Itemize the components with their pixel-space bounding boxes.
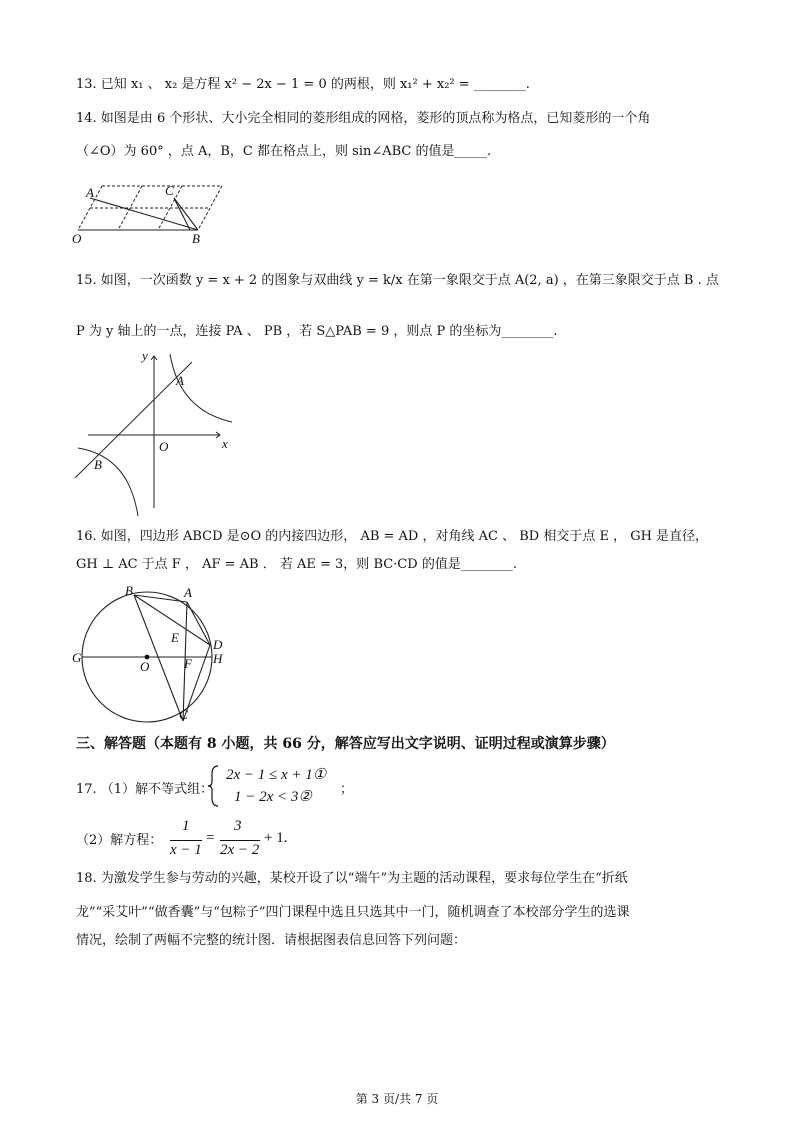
q15-label-x: x (222, 436, 228, 451)
q14-line2: （∠O）为 60° ，点 A，B，C 都在格点上，则 sin∠ABC 的值是_____. (76, 144, 492, 159)
q14-label-C: C (165, 183, 174, 198)
q15-graph-figure (70, 348, 240, 518)
q15-line2: P 为 y 轴上的一点，连接 PA 、 PB ，若 S△PAB = 9 ，则点 P 的坐标为________. (76, 324, 558, 339)
q15-line1: 15. 如图，一次函数 y = x + 2 的图象与双曲线 y = k/x 在第一象限交于点 A(2, a) ，在第三象限交于点 B . 点 (76, 273, 719, 288)
page-footer: 第 3 页/共 7 页 (355, 1092, 439, 1106)
q16-label-E: E (171, 630, 179, 645)
q16-label-C: C (179, 707, 188, 722)
q16-label-D: D (213, 637, 223, 652)
q17-frac1-den: x − 1 (170, 842, 202, 858)
q18-line3: 情况，绘制了两幅不完整的统计图．请根据图表信息回答下列问题： (76, 933, 467, 948)
q17-inequality-system (206, 764, 346, 808)
q16-label-B: B (125, 583, 133, 598)
q15-label-B: B (94, 457, 102, 472)
q14-rhombus-grid-figure (70, 176, 240, 248)
q17-eq-sign: = (206, 830, 215, 846)
q16-label-O: O (140, 659, 150, 674)
q15-label-A: A (176, 373, 184, 388)
q14-label-A: A (86, 185, 94, 200)
q16-line1: 16. 如图，四边形 ABCD 是⊙O 的内接四边形， AB = AD ，对角线 AC 、 BD 相交于点 E ， GH 是直径， (76, 529, 709, 544)
q17-equation (170, 818, 310, 864)
q14-label-B: B (192, 231, 200, 246)
q17-part2-label: （2）解方程： (76, 833, 163, 848)
q17-inequality-1: 2x − 1 ≤ x + 1① (226, 767, 327, 783)
q16-label-G: G (72, 650, 82, 665)
section-3-title: 三、解答题（本题有 8 小题，共 66 分，解答应写出文字说明、证明过程或演算步骤） (76, 736, 615, 752)
q17-frac2-den: 2x − 2 (220, 842, 260, 858)
q18-line1: 18. 为激发学生参与劳动的兴趣，某校开设了以“端午”为主题的活动课程，要求每位学生在“折纸 (76, 871, 628, 886)
q16-label-A: A (184, 585, 192, 600)
q15-label-y: y (142, 348, 148, 363)
q18-line2: 龙”“采艾叶”“做香囊”与“包粽子”四门课程中选且只选其中一门，随机调查了本校部分学生的选课 (76, 905, 630, 920)
q16-label-H: H (213, 651, 223, 666)
q15-label-O: O (159, 439, 169, 454)
q13-text: 13. 已知 x₁ 、 x₂ 是方程 x² − 2x − 1 = 0 的两根，则 x₁² + x₂² = ________. (76, 77, 530, 92)
q16-line2: GH ⊥ AC 于点 F ， AF = AB ． 若 AE = 3，则 BC·CD 的值是________. (76, 557, 517, 572)
q14-line1: 14. 如图是由 6 个形状、大小完全相同的菱形组成的网格，菱形的顶点称为格点，已知菱形的一个角 (76, 111, 651, 126)
q17-frac2-num: 3 (234, 818, 242, 834)
q17-frac1-num: 1 (182, 818, 190, 834)
q17-tail: + 1. (264, 830, 288, 846)
q17-part1-label: 17. （1）解不等式组： (76, 782, 214, 797)
q16-circle-figure (70, 585, 230, 725)
q17-semicolon: ； (340, 782, 354, 797)
q14-label-O: O (72, 231, 82, 246)
q17-inequality-2: 1 − 2x < 3② (234, 789, 312, 805)
q16-label-F: F (184, 656, 192, 671)
